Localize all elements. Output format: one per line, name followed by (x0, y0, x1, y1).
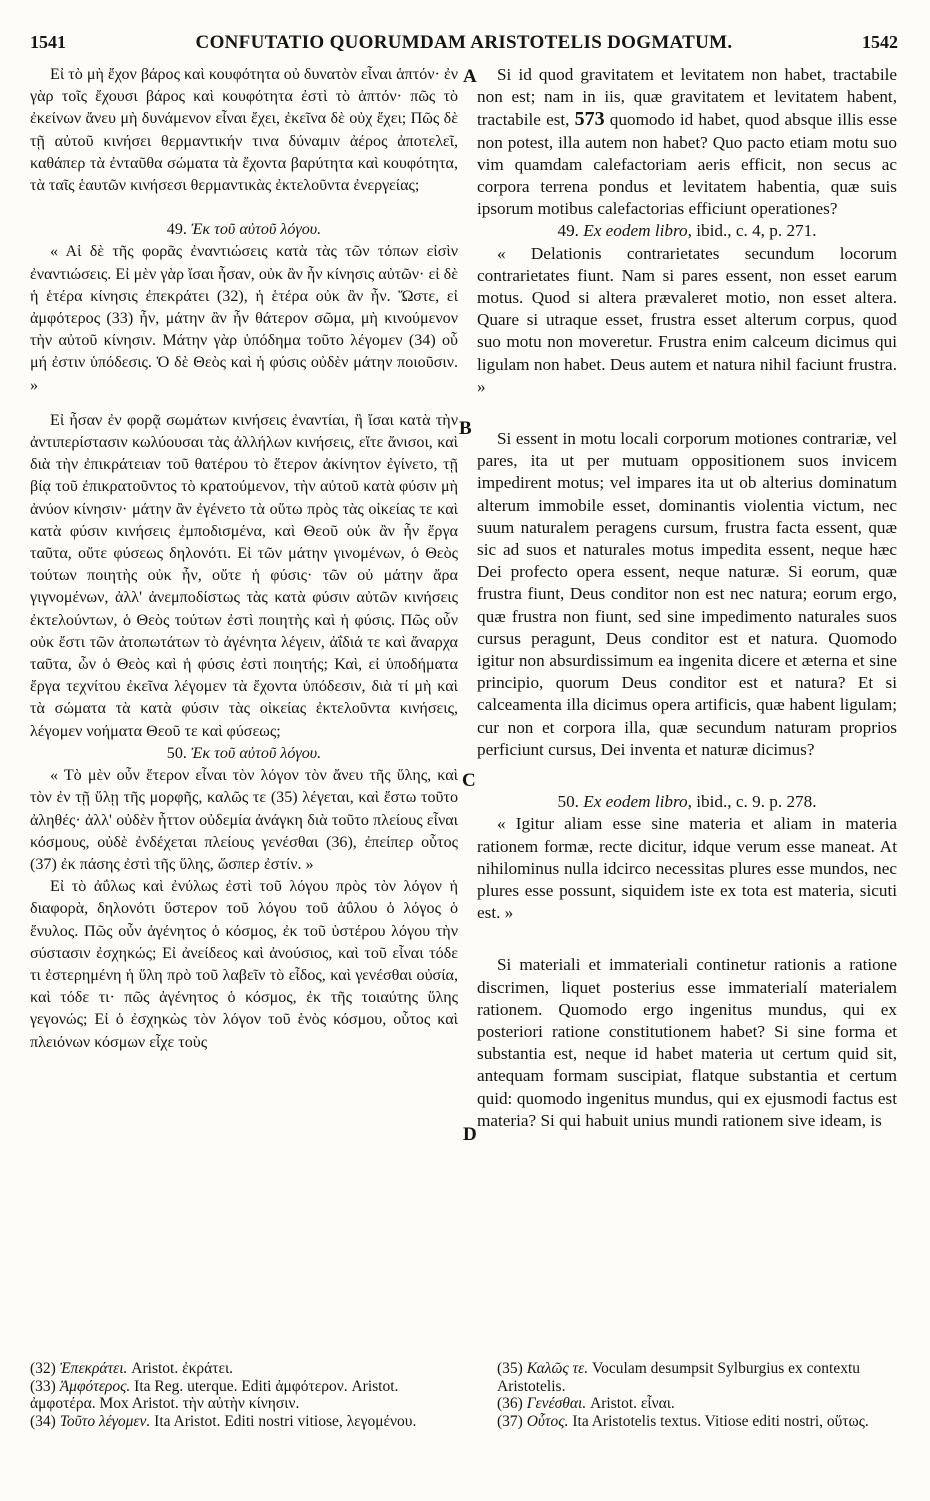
footnote-32-lemma: Ἐπεκράτει. (59, 1360, 128, 1377)
footnote-36-label: (36) (497, 1395, 523, 1412)
footnote-35 (497, 1360, 897, 1395)
footnote-33-label: (33) (30, 1377, 56, 1395)
greek-paragraph-5: Εἰ τὸ ἀΰλως καὶ ἐνύλως ἐστὶ τοῦ λόγου πρὸς τὸν λόγον ἡ διαφορὰ, δηλονότι ὕστερον τοῦ λόγου τοῦ ἀΰλου ὁ λόγος ὁ ἔνυλος. Πῶς οὖν ἀγένητος ὁ κόσμος, ἐκ τοῦ ὑστέρου λόγου τὴν σύστασιν ἐσχηκώς; Εἰ ἀνείδεος καὶ ἀνούσιος, καὶ τοῦ εἶναι τόδε τι ἐστερημένη ἡ ὕλη πρὸ τοῦ λαβεῖν τὸ εἶδος, καὶ γενέσθαι οὐσία, καὶ τόδε τι· πῶς ἀγένητος ὁ κόσμος, ἐκ τῆς τοιαύτης ὕλης γεγονώς; Εἰ ὁ ἐσχηκὼς τὸν λόγον τοῦ ἑνὸς κόσμου, οὗτος καὶ πλειόνων κόσμων εἶχε τοὺς (30, 878, 458, 1051)
greek-heading-50 (30, 743, 458, 765)
footnote-34-lemma: Τοῦτο λέγομεν. (59, 1412, 151, 1430)
latin-paragraph-5: Si materiali et immateriali continetur rationis a ratione discrimen, liquet posterius esse immaterialí materialem rationem. Quomodo ergo ingenitus mundus, qui ex posteriori ratione constitutionem habet? Si sine forma et substantia est, neque id habet materia ut certum quid sit, antequam formam suscipiat, flatque substantia et certum quid: quomodo ingenitus mundus, qui ex ejusmodi factus est materia? Si qui habuit unius mundi rationem sive ideam, is (477, 955, 897, 1130)
footnote-34-label: (34) (30, 1412, 56, 1430)
latin-paragraph-2: « Delationis contrarietates secundum locorum contrarietates fiunt. Nam si pares essent, non esset earum motus. Quod si altera prævaleret motio, non esset altera. Quare si utraque esset, frustra esset alterum corpus, quod suo motu non moveretur. Frustra enim calceum dicimus qui ligulam non habet. Deus autem et natura nihil faciunt frustra. » (477, 243, 897, 396)
footnote-35-lemma: Καλῶς τε. (526, 1360, 589, 1377)
latin-heading-49-title: Ex eodem libro, (583, 221, 692, 241)
running-title: CONFUTATIO QUORUMDAM ARISTOTELIS DOGMATUM. (195, 32, 733, 53)
footnote-36-lemma: Γενέσθαι. (526, 1395, 587, 1412)
latin-heading-49-ref: ibid., c. 4, p. 271. (696, 221, 817, 241)
margin-marker-a: A (463, 66, 477, 87)
footnote-34 (30, 1413, 460, 1431)
footnote-35-label: (35) (497, 1360, 523, 1377)
latin-heading-50 (477, 791, 897, 813)
footnote-37-text: Ita Aristotelis textus. Vitiose editi nostri, οὕτως. (572, 1412, 869, 1430)
greek-paragraph-1: Εἰ τὸ μὴ ἔχον βάρος καὶ κουφότητα οὐ δυνατὸν εἶναι ἁπτόν· ἐν γὰρ τοῖς ἔχουσι βάρος καὶ κουφότητα ἐστὶ τὸ ἁπτόν· πῶς τὸ ἐκείνων ἄνευ μὴ δυνάμενον εἶναι ἔχει, ἐκεῖνα δὲ οὐχ ἔχει; Πῶς δὲ τῇ αὐτοῦ κινήσει θερμαντικήν τινα δύναμιν ἀέρος ἀποτελεῖ, καθάπερ τὰ ἐνταῦθα σώματα τὰ ἔχοντα βαρύτητα καὶ κουφότητα, τὰ ταῖς ἑαυτῶν κινήσεσι θερμαντικὰς ἐκτελοῦντα ἐνεργείας; (30, 66, 458, 195)
footnote-35-text: Voculam desumpsit Sylburgius ex contextu Aristotelis. (497, 1360, 861, 1395)
latin-paragraph-1-a: Si id quod gravitatem et levitatem non habet, tractabile non est; nam in iis, quæ gravitatem et levitatem habent, tractabile est, (477, 65, 897, 130)
footnote-34-text: Ita Aristot. Editi nostri vitiose, λεγομένου. (154, 1412, 417, 1430)
greek-column (30, 64, 458, 1054)
footnote-32 (30, 1360, 460, 1378)
greek-heading-50-title: Ἐκ τοῦ αὐτοῦ λόγου. (190, 744, 322, 762)
footnote-36 (497, 1395, 897, 1413)
footnotes-left (30, 1360, 460, 1430)
greek-heading-49 (30, 219, 458, 241)
greek-heading-49-title: Ἐκ τοῦ αὐτοῦ λόγου. (190, 221, 322, 239)
page-number-right: 1542 (862, 32, 898, 52)
latin-heading-50-number: 50. (557, 792, 579, 812)
margin-marker-c: C (462, 770, 476, 791)
footnote-36-text: Aristot. εἶναι. (590, 1395, 675, 1412)
footnote-32-label: (32) (30, 1360, 56, 1377)
latin-column (477, 64, 897, 1132)
latin-paragraph-1-b: quomodo id habet, quod absque illis esse non potest, illa autem non habet? Quo pacto etiam motu suo vim quamdam calefactoriam aeris efficit, non secus ac corpora terrena pondus et levitatem habentia, quæ suis ipsorum motibus calefactorias efficiunt operationes? (477, 110, 898, 219)
latin-heading-49-number: 49. (557, 221, 579, 241)
footnote-33-lemma: Ἀμφότερος. (59, 1377, 131, 1395)
latin-heading-50-ref: ibid., c. 9. p. 278. (696, 792, 817, 812)
page-header (30, 32, 898, 56)
footnote-33 (30, 1378, 460, 1413)
footnote-32-text: Aristot. ἐκράτει. (131, 1360, 234, 1377)
footnote-37-lemma: Οὗτος. (526, 1412, 569, 1430)
latin-paragraph-3: Si essent in motu locali corporum motiones contrariæ, vel pares, ita ut per mutuam oppositionem suos invicem impedirent motus; vel impares ita ut ob alterius dominatum alterum immobile esset, dominantis violentia victum, nec suum naturalem peragens cursum, frustra facta essent, quæ sic ad suos et naturales motus impedita essent, neque hæc Dei profecto opera essent, neque naturæ. Si eorum, quæ frustra fiunt, Deus conditor non est nec natura; eorum ergo, quæ frustra non fiunt, sed sine impedimento naturales suos cursus peragunt, Deus conditor est et natura. Quomodo igitur non absurdissimum ea ingenita dicere et æterna et sine principio, quorum Deus conditor est et natura? Et si calceamenta illa dicimus opera artificis, quæ habent ligulam; cur non et corpora illa, quæ secundum naturam proprios perficiunt cursus, Dei inventa et naturæ dicimus? (477, 429, 897, 759)
greek-heading-50-number: 50. (166, 744, 187, 762)
footnote-37 (497, 1413, 897, 1431)
greek-heading-49-number: 49. (166, 221, 187, 239)
page-number-left: 1541 (30, 32, 66, 52)
latin-paragraph-1 (477, 64, 897, 220)
footnote-33-text: Ita Reg. uterque. Editi ἀμφότερον. Aristot. ἀμφοτέρα. Mox Aristot. τὴν αὐτὴν κίνησιν. (30, 1377, 399, 1412)
margin-marker-b: B (459, 418, 472, 439)
latin-paragraph-4: « Igitur aliam esse sine materia et aliam in materia rationem formæ, recte dicitur, idque verum esse maneat. At nihilominus nulla idcirco necessitas plures esse mundos, nec plures esse possunt, siquidem iste ex tota est materia, sicuti est. » (477, 814, 897, 923)
margin-marker-d: D (463, 1124, 477, 1145)
greek-paragraph-3: Εἰ ἦσαν ἐν φορᾷ σωμάτων κινήσεις ἐναντίαι, ἢ ἴσαι κατὰ τὴν ἀντιπερίστασιν κωλύουσαι τὰς ἀλλήλων κινήσεις, εἴτε ἄνισοι, καὶ διὰ τὴν ἐπικράτειαν τοῦ θατέρου τὸ ἕτερον ἀκίνητον ἐγίνετο, τῇ βίᾳ τοῦ ἐπικρατοῦντος τὸ κρατούμενον, τὴν αὐτοῦ κατὰ φύσιν μὴ ἀνύον κίνησιν· μάτην ἂν ἐγένετο τὰ οὕτω πρὸς τὰς οἰκείας τε καὶ κατὰ φύσιν κινήσεις ἐμποδισμένα, καὶ Θεοῦ οὐκ ἂν ἦν ἔργα ταῦτα, οὔτε φύσεως δηλονότι. Εἰ τῶν μάτην γινομένων, ὁ Θεὸς τούτων ποιητὴς οὐκ ἦν, οὔτε ἡ φύσις· τῶν οὐ μάτην ἄρα γιγνομένων, ἀλλ' ἀνεμποδίστως τὰς κατὰ φύσιν αὐτῶν κινήσεις ἐκτελούντων, ὁ Θεὸς τούτων ἐστὶ ποιητὴς καὶ ἡ φύσις. Πῶς οὖν οὐκ ἔστι τῶν ἀτοπωτάτων τὸ ἀγένητα λέγειν, ἀΐδιά τε καὶ ἄναρχα ταῦτα, ὧν ὁ Θεὸς καὶ ἡ φύσις ἐστὶ ποιητής; Καὶ, εἰ ὑποδήματα ἔργα τεχνίτου ἐκεῖνα λέγομεν τὰ ἔχοντα ὑπόδεσιν, διὰ τί μὴ καὶ τὰ σώματα τὰ κατὰ φύσιν τὰς οἰκείας ἐκτελοῦντα κινήσεις, λέγομεν νοήματα Θεοῦ τε καὶ φύσεως; (30, 411, 458, 740)
greek-paragraph-4: « Τὸ μὲν οὖν ἕτερον εἶναι τὸν λόγον τὸν ἄνευ τῆς ὕλης, καὶ τὸν ἐν τῇ ὕλῃ τῆς μορφῆς, καλῶς τε (35) λέγεται, καὶ ἔστω τοῦτο ἀληθές· ἀλλ' οὐδὲν ἧττον οὐδεμία ἀνάγκη διὰ τοῦτο πλείους εἶναι κόσμους, οὐδὲ ἐνδέχεται πλείους γενέσθαι (36), ἐπείπερ οὗτος (37) ἐκ πάσης ἐστὶ τῆς ὕλης, ὥσπερ ἐστίν. » (30, 767, 458, 873)
footnote-37-label: (37) (497, 1412, 523, 1430)
latin-heading-49 (477, 220, 897, 242)
footnotes-right (497, 1360, 897, 1430)
column-number-573: 573 (574, 108, 605, 131)
greek-paragraph-2: « Αἱ δὲ τῆς φορᾶς ἐναντιώσεις κατὰ τὰς τῶν τόπων εἰσὶν ἐναντιώσεις. Εἰ μὲν γὰρ ἴσαι ἦσαν, οὐκ ἂν ἦν κίνησις αὐτῶν· εἰ δὲ ἡ ἑτέρα κίνησις ἐπεκράτει (32), ἡ ἑτέρα οὐκ ἂν ἦν. Ὥστε, εἰ ἀμφότερος (33) ἦν, μάτην ἂν ἦν θάτερον σῶμα, μὴ κινούμενον τὴν αὐτοῦ κίνησιν. Μάτην γὰρ ὑπόδημα τοῦτο λέγομεν (34) οὗ μή ἐστιν ὑπόδεσις. Ὁ δὲ Θεὸς καὶ ἡ φύσις οὐδὲν μάτην ποιοῦσιν. » (30, 243, 458, 394)
latin-heading-50-title: Ex eodem libro, (583, 792, 692, 812)
